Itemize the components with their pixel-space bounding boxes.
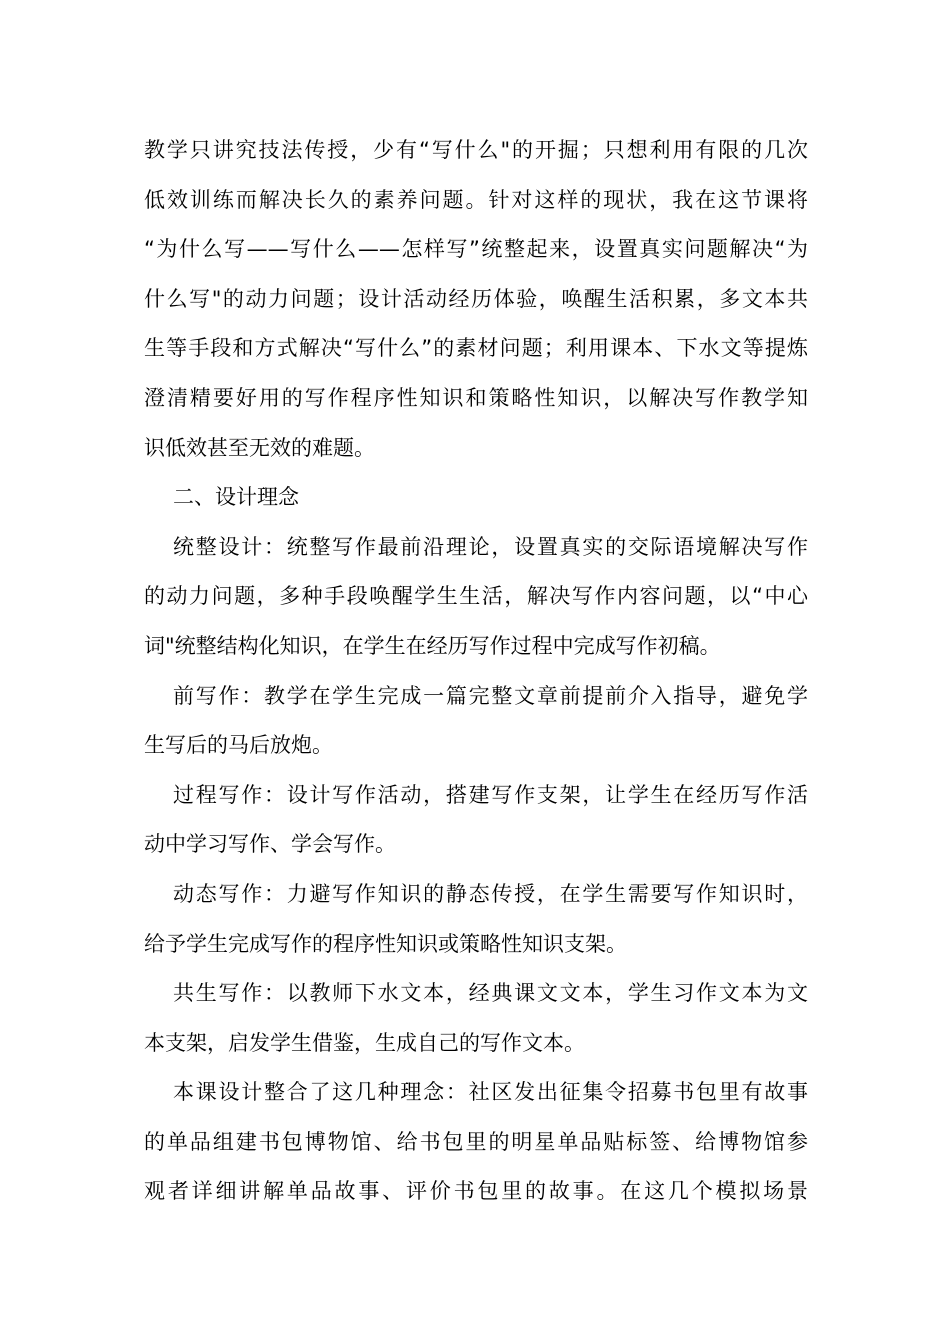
text-line: 动中学习写作、学会写作。 xyxy=(144,832,396,857)
text-line: 生等手段和方式解决“写什么”的素材问题；利用课本、下水文等提炼 xyxy=(144,336,808,361)
text-line: 的单品组建书包博物馆、给书包里的明星单品贴标签、给博物馆参 xyxy=(144,1129,808,1154)
text-line: 给予学生完成写作的程序性知识或策略性知识支架。 xyxy=(144,931,627,956)
text-line: 低效训练而解决长久的素养问题。针对这样的现状，我在这节课将 xyxy=(144,187,808,212)
text-line: 过程写作：设计写作活动，搭建写作支架，让学生在经历写作活 xyxy=(173,782,808,807)
text-line: 共生写作：以教师下水文本，经典课文文本，学生习作文本为文 xyxy=(173,981,808,1006)
body-text xyxy=(144,126,808,1217)
text-line: 前写作：教学在学生完成一篇完整文章前提前介入指导，避免学 xyxy=(173,683,808,708)
text-line: 观者详细讲解单品故事、评价书包里的故事。在这几个模拟场景 xyxy=(144,1179,808,1204)
text-line: 什么写"的动力问题；设计活动经历体验，唤醒生活积累，多文本共 xyxy=(144,286,808,311)
text-line: 词"统整结构化知识，在学生在经历写作过程中完成写作初稿。 xyxy=(144,633,721,658)
text-line: “为什么写——写什么——怎样写”统整起来，设置真实问题解决“为 xyxy=(144,237,808,262)
text-line: 生写后的马后放炮。 xyxy=(144,733,333,758)
text-line: 澄清精要好用的写作程序性知识和策略性知识，以解决写作教学知 xyxy=(144,385,808,410)
section-heading: 二、设计理念 xyxy=(173,485,299,510)
text-line: 动态写作：力避写作知识的静态传授，在学生需要写作知识时， xyxy=(173,881,808,906)
text-line: 识低效甚至无效的难题。 xyxy=(144,435,375,460)
text-line: 的动力问题，多种手段唤醒学生生活，解决写作内容问题，以“中心 xyxy=(144,584,808,609)
text-line: 统整设计：统整写作最前沿理论，设置真实的交际语境解决写作 xyxy=(173,534,808,559)
text-line: 本课设计整合了这几种理念：社区发出征集令招募书包里有故事 xyxy=(173,1080,808,1105)
text-line: 本支架，启发学生借鉴，生成自己的写作文本。 xyxy=(144,1030,585,1055)
text-line: 教学只讲究技法传授，少有“写什么"的开掘；只想利用有限的几次 xyxy=(144,138,808,162)
